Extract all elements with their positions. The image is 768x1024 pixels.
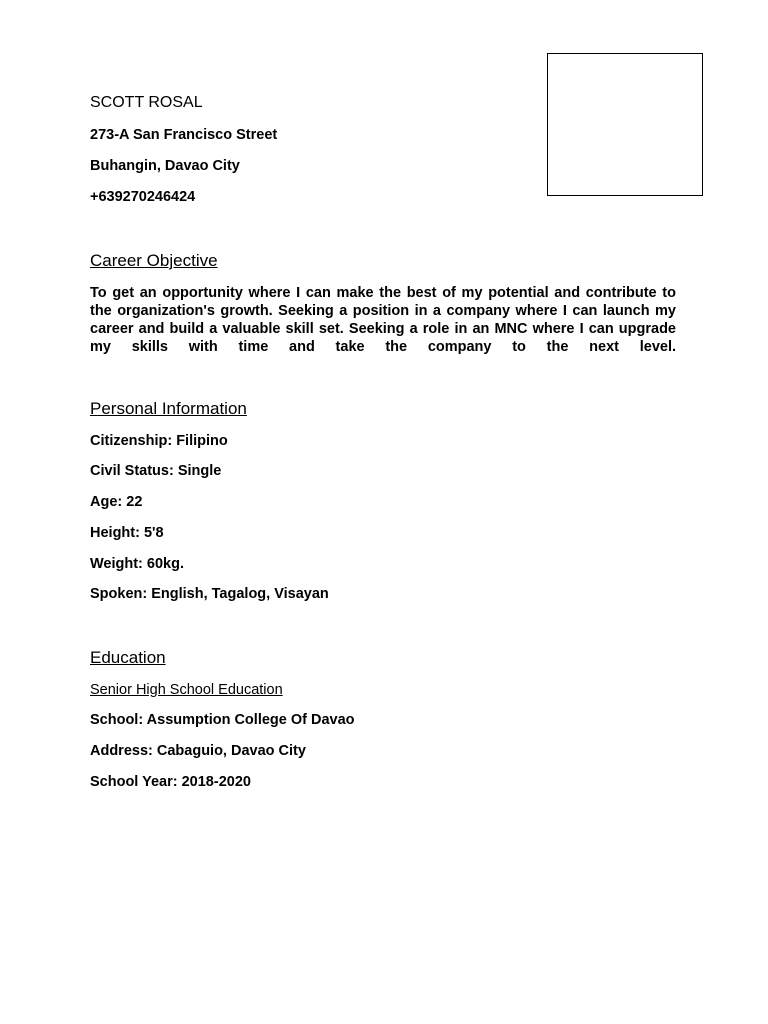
weight-item: Weight: 60kg. bbox=[90, 556, 184, 572]
school-year-item: School Year: 2018-2020 bbox=[90, 774, 251, 790]
school-address-item: Address: Cabaguio, Davao City bbox=[90, 743, 306, 759]
height-item: Height: 5'8 bbox=[90, 525, 164, 541]
education-heading: Education bbox=[90, 648, 166, 667]
career-objective-paragraph bbox=[90, 284, 676, 374]
school-item: School: Assumption College Of Davao bbox=[90, 712, 355, 728]
address-line-1: 273-A San Francisco Street bbox=[90, 127, 278, 143]
address-line-2: Buhangin, Davao City bbox=[90, 158, 240, 174]
civil-status-item: Civil Status: Single bbox=[90, 463, 222, 479]
career-objective-text: To get an opportunity where I can make the best of my potential and contribute to the organization's growth. Seeking a position in a company where I can launch my career and build a valuable skill set. Seeking a role in an MNC where I can upgrade my skills with time and take the company to the next level. bbox=[90, 285, 676, 355]
personal-information-heading: Personal Information bbox=[90, 399, 247, 418]
photo-placeholder bbox=[547, 53, 703, 196]
applicant-name: SCOTT ROSAL bbox=[90, 94, 203, 111]
career-objective-heading: Career Objective bbox=[90, 251, 218, 270]
phone-number: +639270246424 bbox=[90, 189, 196, 205]
age-item: Age: 22 bbox=[90, 494, 143, 510]
citizenship-item: Citizenship: Filipino bbox=[90, 433, 228, 449]
education-level-subheading: Senior High School Education bbox=[90, 682, 283, 698]
spoken-languages-item: Spoken: English, Tagalog, Visayan bbox=[90, 586, 329, 602]
